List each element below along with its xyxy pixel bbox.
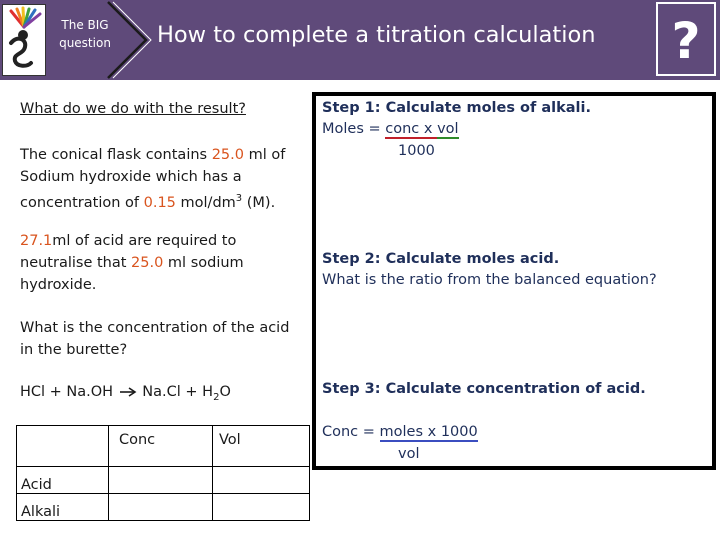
text: O — [219, 384, 231, 400]
paragraph-acid — [20, 230, 300, 296]
text: (M). — [242, 194, 276, 211]
table-cell[interactable] — [213, 494, 310, 521]
paragraph-flask — [20, 144, 300, 214]
formula-x: x — [419, 121, 438, 137]
step-3-title — [322, 379, 646, 400]
data-table — [16, 425, 310, 521]
question-mark-icon: ? — [656, 2, 716, 76]
text: ml of acid are required to neutralise that — [20, 233, 237, 271]
paragraph-question: What is the concentration of the acid in the burette? — [20, 320, 290, 358]
table-cell[interactable] — [109, 494, 213, 521]
table-cell: Alkali — [17, 494, 109, 521]
text: ml sodium hydroxide. — [20, 255, 244, 293]
text: Step 3: Calculate concentration of acid. — [322, 381, 646, 397]
page-title: How to complete a titration calculation — [157, 22, 596, 48]
table-row — [17, 494, 310, 521]
section-heading: What do we do with the result? — [20, 101, 246, 117]
formula-conc: conc — [385, 121, 420, 137]
text: Step 1: Calculate moles of alkali. — [322, 100, 591, 116]
table-header-cell: Vol — [213, 426, 310, 467]
value-volume: 25.0 — [131, 255, 164, 271]
text: mol/dm — [175, 194, 236, 211]
table-header-cell — [17, 426, 109, 467]
table-cell[interactable] — [213, 467, 310, 494]
text: ml of Sodium hydroxide which has a concentration of — [20, 147, 286, 211]
step-1-formula — [322, 119, 459, 140]
step-3-formula — [322, 422, 478, 443]
big-question-badge: The BIG question — [59, 18, 111, 50]
step-1-title — [322, 98, 591, 119]
text: Step 2: Calculate moles acid. — [322, 251, 560, 267]
arrow-right-icon — [118, 386, 138, 398]
text: HCl + Na.OH — [20, 384, 118, 400]
table-header-cell: Conc — [109, 426, 213, 467]
table-cell[interactable] — [109, 467, 213, 494]
formula-numerator: moles x 1000 — [379, 424, 478, 440]
text: Conc = — [322, 424, 380, 440]
step-1-denominator: 1000 — [398, 143, 435, 159]
step-2-question: What is the ratio from the balanced equation? — [322, 272, 657, 288]
balanced-equation — [20, 381, 320, 409]
step-3-denominator: vol — [398, 446, 420, 462]
formula-vol: vol — [437, 121, 459, 137]
value-concentration: 0.15 — [143, 194, 176, 211]
text: The conical flask contains — [20, 147, 212, 163]
table-row — [17, 467, 310, 494]
value-acid-volume: 27.1 — [20, 233, 53, 249]
text: Moles = — [322, 121, 386, 137]
table-row — [17, 426, 310, 467]
text: Na.Cl + H — [137, 384, 214, 400]
table-cell: Acid — [17, 467, 109, 494]
step-2-title — [322, 249, 559, 270]
value-volume: 25.0 — [211, 147, 244, 163]
superscript: 3 — [235, 193, 243, 204]
subscript: 2 — [213, 391, 220, 403]
